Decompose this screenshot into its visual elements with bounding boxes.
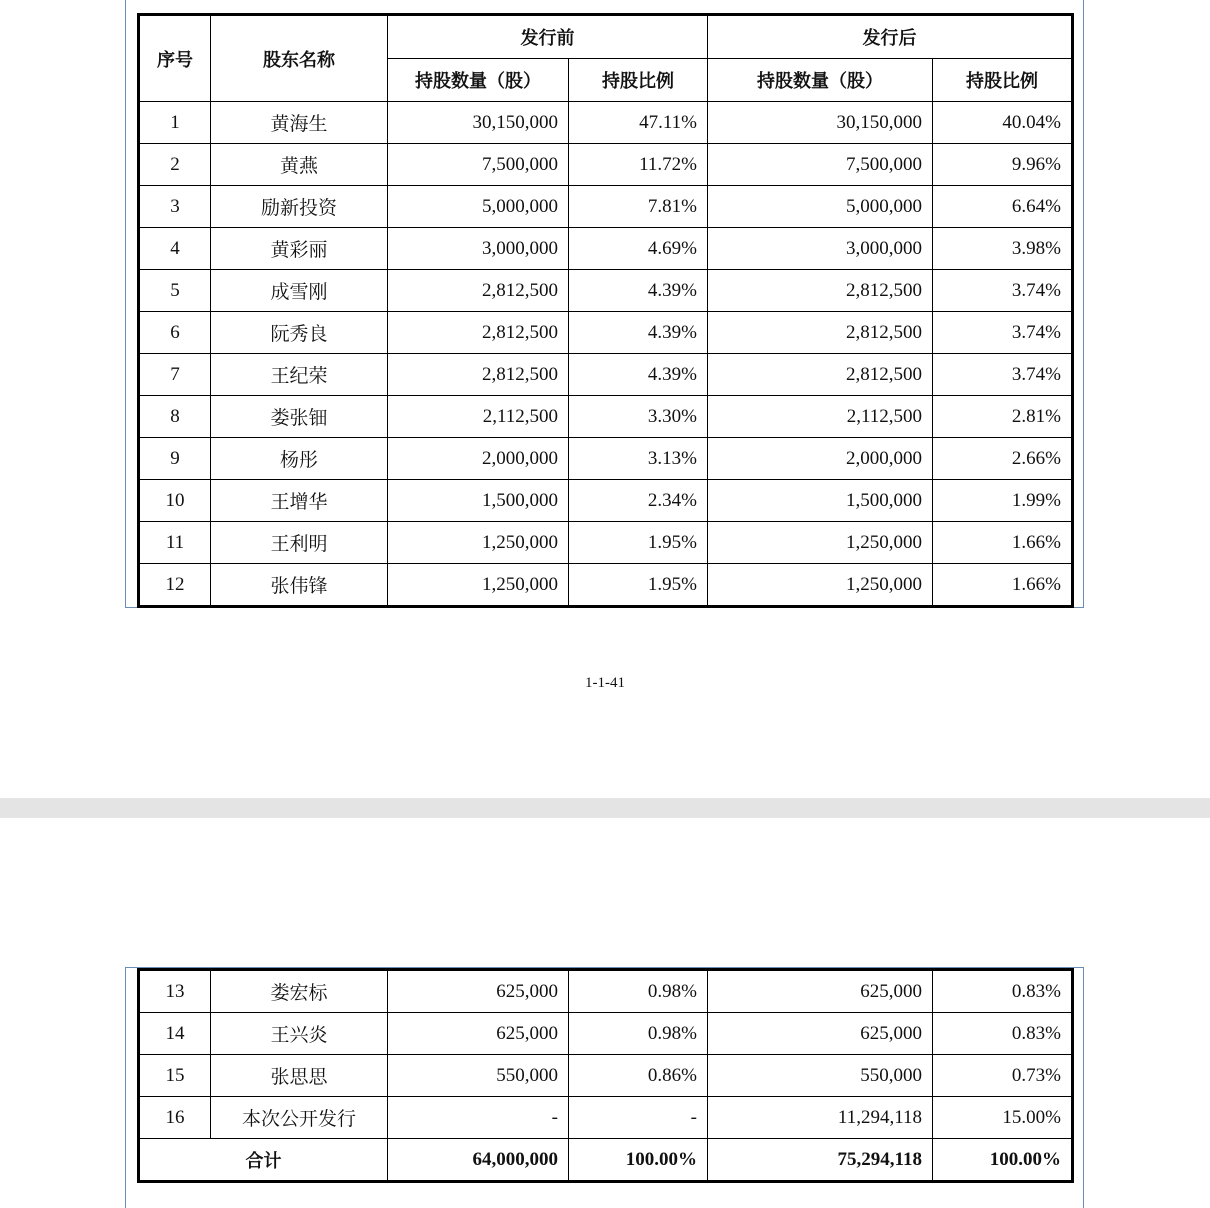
cell-after-shares: 1,250,000 [708,522,933,564]
cell-after-shares: 1,250,000 [708,564,933,607]
page-separator [0,798,1210,818]
cell-seq: 3 [139,186,211,228]
cell-before-shares: 2,112,500 [388,396,569,438]
cell-after-shares: 11,294,118 [708,1097,933,1139]
cell-before-ratio: 47.11% [569,102,708,144]
cell-seq: 9 [139,438,211,480]
cell-before-ratio: 7.81% [569,186,708,228]
cell-after-ratio: 15.00% [933,1097,1073,1139]
cell-name: 黄海生 [211,102,388,144]
cell-before-shares: 2,812,500 [388,354,569,396]
cell-before-ratio: 4.39% [569,354,708,396]
table-row [139,228,1073,270]
cell-after-ratio: 0.83% [933,1013,1073,1055]
table-row [139,438,1073,480]
cell-name: 杨彤 [211,438,388,480]
header-after-shares: 持股数量（股） [708,59,933,102]
cell-after-ratio: 0.83% [933,970,1073,1013]
cell-seq: 2 [139,144,211,186]
cell-after-ratio: 0.73% [933,1055,1073,1097]
total-label: 合计 [139,1139,388,1182]
cell-before-ratio: 1.95% [569,522,708,564]
cell-before-ratio: 4.39% [569,312,708,354]
header-name: 股东名称 [211,15,388,102]
cell-after-shares: 5,000,000 [708,186,933,228]
cell-after-ratio: 40.04% [933,102,1073,144]
cell-before-shares: 625,000 [388,1013,569,1055]
shareholder-table-page1 [137,13,1074,608]
cell-seq: 12 [139,564,211,607]
cell-name: 黄燕 [211,144,388,186]
cell-after-shares: 3,000,000 [708,228,933,270]
total-row [139,1139,1073,1182]
cell-seq: 14 [139,1013,211,1055]
cell-seq: 11 [139,522,211,564]
cell-after-ratio: 3.74% [933,312,1073,354]
cell-after-ratio: 9.96% [933,144,1073,186]
cell-seq: 13 [139,970,211,1013]
cell-before-shares: - [388,1097,569,1139]
cell-after-shares: 7,500,000 [708,144,933,186]
cell-before-shares: 5,000,000 [388,186,569,228]
cell-after-ratio: 3.74% [933,354,1073,396]
cell-after-ratio: 1.99% [933,480,1073,522]
cell-seq: 5 [139,270,211,312]
cell-after-shares: 2,812,500 [708,354,933,396]
cell-before-shares: 3,000,000 [388,228,569,270]
table-row [139,396,1073,438]
cell-name: 娄张钿 [211,396,388,438]
cell-name: 张伟锋 [211,564,388,607]
header-seq: 序号 [139,15,211,102]
cell-before-ratio: 11.72% [569,144,708,186]
total-after-ratio: 100.00% [933,1139,1073,1182]
cell-seq: 16 [139,1097,211,1139]
cell-before-ratio: 3.30% [569,396,708,438]
table-row [139,1055,1073,1097]
cell-before-ratio: 0.86% [569,1055,708,1097]
cell-after-ratio: 1.66% [933,522,1073,564]
cell-after-shares: 30,150,000 [708,102,933,144]
cell-name: 励新投资 [211,186,388,228]
cell-before-shares: 30,150,000 [388,102,569,144]
cell-seq: 1 [139,102,211,144]
cell-after-ratio: 2.81% [933,396,1073,438]
cell-after-ratio: 3.74% [933,270,1073,312]
table-row [139,186,1073,228]
table-row [139,522,1073,564]
cell-name: 王纪荣 [211,354,388,396]
cell-before-shares: 550,000 [388,1055,569,1097]
table-row [139,480,1073,522]
cell-before-shares: 7,500,000 [388,144,569,186]
table-row [139,1013,1073,1055]
table-row [139,1097,1073,1139]
cell-name: 娄宏标 [211,970,388,1013]
cell-name: 王增华 [211,480,388,522]
cell-seq: 15 [139,1055,211,1097]
cell-after-ratio: 3.98% [933,228,1073,270]
table-row [139,144,1073,186]
cell-before-shares: 1,250,000 [388,564,569,607]
cell-after-ratio: 1.66% [933,564,1073,607]
cell-before-shares: 2,812,500 [388,270,569,312]
cell-before-shares: 625,000 [388,970,569,1013]
cell-after-shares: 625,000 [708,1013,933,1055]
cell-before-ratio: 4.39% [569,270,708,312]
cell-before-shares: 2,812,500 [388,312,569,354]
header-before-ratio: 持股比例 [569,59,708,102]
table-row [139,970,1073,1013]
total-before-ratio: 100.00% [569,1139,708,1182]
header-before-shares: 持股数量（股） [388,59,569,102]
cell-after-shares: 625,000 [708,970,933,1013]
total-after-shares: 75,294,118 [708,1139,933,1182]
cell-name: 阮秀良 [211,312,388,354]
header-after-ratio: 持股比例 [933,59,1073,102]
cell-name: 王利明 [211,522,388,564]
cell-seq: 10 [139,480,211,522]
cell-before-ratio: 0.98% [569,1013,708,1055]
cell-seq: 4 [139,228,211,270]
cell-before-ratio: 2.34% [569,480,708,522]
table-row [139,312,1073,354]
cell-after-shares: 550,000 [708,1055,933,1097]
cell-after-shares: 2,000,000 [708,438,933,480]
cell-after-ratio: 2.66% [933,438,1073,480]
cell-before-ratio: - [569,1097,708,1139]
table-row [139,564,1073,607]
cell-before-shares: 2,000,000 [388,438,569,480]
cell-before-shares: 1,500,000 [388,480,569,522]
cell-after-shares: 2,112,500 [708,396,933,438]
cell-after-shares: 2,812,500 [708,312,933,354]
table-row [139,102,1073,144]
cell-name: 张思思 [211,1055,388,1097]
cell-before-ratio: 3.13% [569,438,708,480]
cell-seq: 6 [139,312,211,354]
cell-name: 本次公开发行 [211,1097,388,1139]
total-before-shares: 64,000,000 [388,1139,569,1182]
cell-before-ratio: 4.69% [569,228,708,270]
table-row [139,354,1073,396]
cell-seq: 7 [139,354,211,396]
header-after: 发行后 [708,15,1073,59]
cell-before-ratio: 1.95% [569,564,708,607]
cell-seq: 8 [139,396,211,438]
page-number: 1-1-41 [585,675,625,691]
shareholder-table-page2 [137,968,1074,1183]
header-before: 发行前 [388,15,708,59]
cell-name: 成雪刚 [211,270,388,312]
cell-after-shares: 1,500,000 [708,480,933,522]
cell-name: 黄彩丽 [211,228,388,270]
table-row [139,270,1073,312]
cell-before-shares: 1,250,000 [388,522,569,564]
cell-after-ratio: 6.64% [933,186,1073,228]
cell-before-ratio: 0.98% [569,970,708,1013]
cell-after-shares: 2,812,500 [708,270,933,312]
cell-name: 王兴炎 [211,1013,388,1055]
